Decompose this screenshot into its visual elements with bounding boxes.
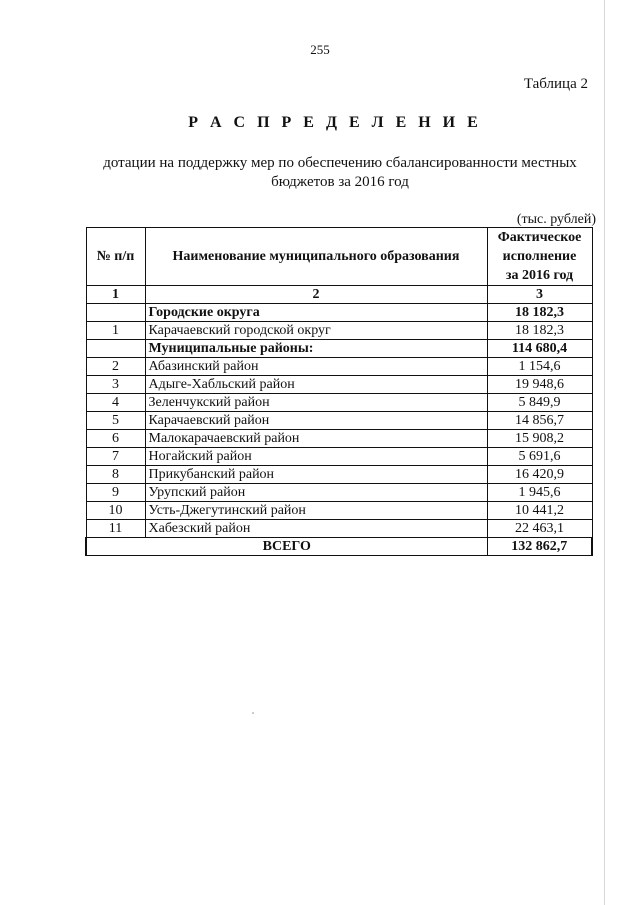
row-name: Урупский район xyxy=(145,484,487,502)
row-num: 10 xyxy=(86,502,145,520)
row-name: Хабезский район xyxy=(145,520,487,538)
row-value: 10 441,2 xyxy=(487,502,592,520)
row-num: 7 xyxy=(86,448,145,466)
table-row xyxy=(86,430,592,448)
total-row xyxy=(86,538,592,556)
row-num: 1 xyxy=(86,322,145,340)
row-num: 2 xyxy=(86,358,145,376)
header-value-line-2: исполнение xyxy=(502,249,577,264)
row-value: 18 182,3 xyxy=(487,304,592,322)
row-num: 4 xyxy=(86,394,145,412)
row-num: 5 xyxy=(86,412,145,430)
scan-speck xyxy=(252,712,254,714)
row-num: 9 xyxy=(86,484,145,502)
header-value-line-3: за 2016 год xyxy=(505,268,574,283)
row-value: 18 182,3 xyxy=(487,322,592,340)
table-row xyxy=(86,484,592,502)
column-index-1: 1 xyxy=(86,286,145,304)
table-row xyxy=(86,520,592,538)
row-num: 6 xyxy=(86,430,145,448)
row-num xyxy=(86,340,145,358)
table-row xyxy=(86,394,592,412)
row-num: 8 xyxy=(86,466,145,484)
header-value xyxy=(487,228,592,286)
table-row xyxy=(86,358,592,376)
page-number: 255 xyxy=(310,42,330,57)
row-name: Ногайский район xyxy=(145,448,487,466)
document-subtitle xyxy=(80,154,600,192)
row-value: 1 154,6 xyxy=(487,358,592,376)
column-index-3: 3 xyxy=(487,286,592,304)
header-num: № п/п xyxy=(86,228,145,286)
table-row xyxy=(86,322,592,340)
column-index-2: 2 xyxy=(145,286,487,304)
header-value-line-1: Фактическое xyxy=(497,230,582,245)
row-value: 5 691,6 xyxy=(487,448,592,466)
row-num xyxy=(86,304,145,322)
row-value: 15 908,2 xyxy=(487,430,592,448)
row-name: Карачаевский городской округ xyxy=(145,322,487,340)
row-name: Карачаевский район xyxy=(145,412,487,430)
row-value: 114 680,4 xyxy=(487,340,592,358)
table-label: Таблица 2 xyxy=(523,76,588,92)
distribution-table xyxy=(85,227,593,556)
row-value: 19 948,6 xyxy=(487,376,592,394)
table-row xyxy=(86,448,592,466)
row-value: 22 463,1 xyxy=(487,520,592,538)
total-label: ВСЕГО xyxy=(86,538,487,556)
row-value: 5 849,9 xyxy=(487,394,592,412)
row-name: Прикубанский район xyxy=(145,466,487,484)
row-value: 14 856,7 xyxy=(487,412,592,430)
page-edge-line xyxy=(604,0,605,905)
subtitle-line-1: дотации на поддержку мер по обеспечению сбалансированности местных xyxy=(103,155,577,171)
table-row xyxy=(86,412,592,430)
subtitle-line-2: бюджетов за 2016 год xyxy=(271,174,409,190)
table-row xyxy=(86,376,592,394)
table-row xyxy=(86,466,592,484)
row-num: 3 xyxy=(86,376,145,394)
header-name: Наименование муниципального образования xyxy=(145,228,487,286)
units-note: (тыс. рублей) xyxy=(516,212,596,227)
row-name: Городские округа xyxy=(145,304,487,322)
table-body xyxy=(86,304,592,538)
row-num: 11 xyxy=(86,520,145,538)
row-name: Абазинский район xyxy=(145,358,487,376)
row-value: 1 945,6 xyxy=(487,484,592,502)
row-name: Адыге-Хабльский район xyxy=(145,376,487,394)
table-row xyxy=(86,304,592,322)
row-name: Малокарачаевский район xyxy=(145,430,487,448)
row-name: Зеленчукский район xyxy=(145,394,487,412)
table-row xyxy=(86,502,592,520)
row-value: 16 420,9 xyxy=(487,466,592,484)
table-row xyxy=(86,340,592,358)
row-name: Усть-Джегутинский район xyxy=(145,502,487,520)
total-value: 132 862,7 xyxy=(487,538,592,556)
column-index-row xyxy=(86,286,592,304)
document-title: Р А С П Р Е Д Е Л Е Н И Е xyxy=(188,114,482,131)
table-header-row xyxy=(86,228,592,286)
row-name: Муниципальные районы: xyxy=(145,340,487,358)
